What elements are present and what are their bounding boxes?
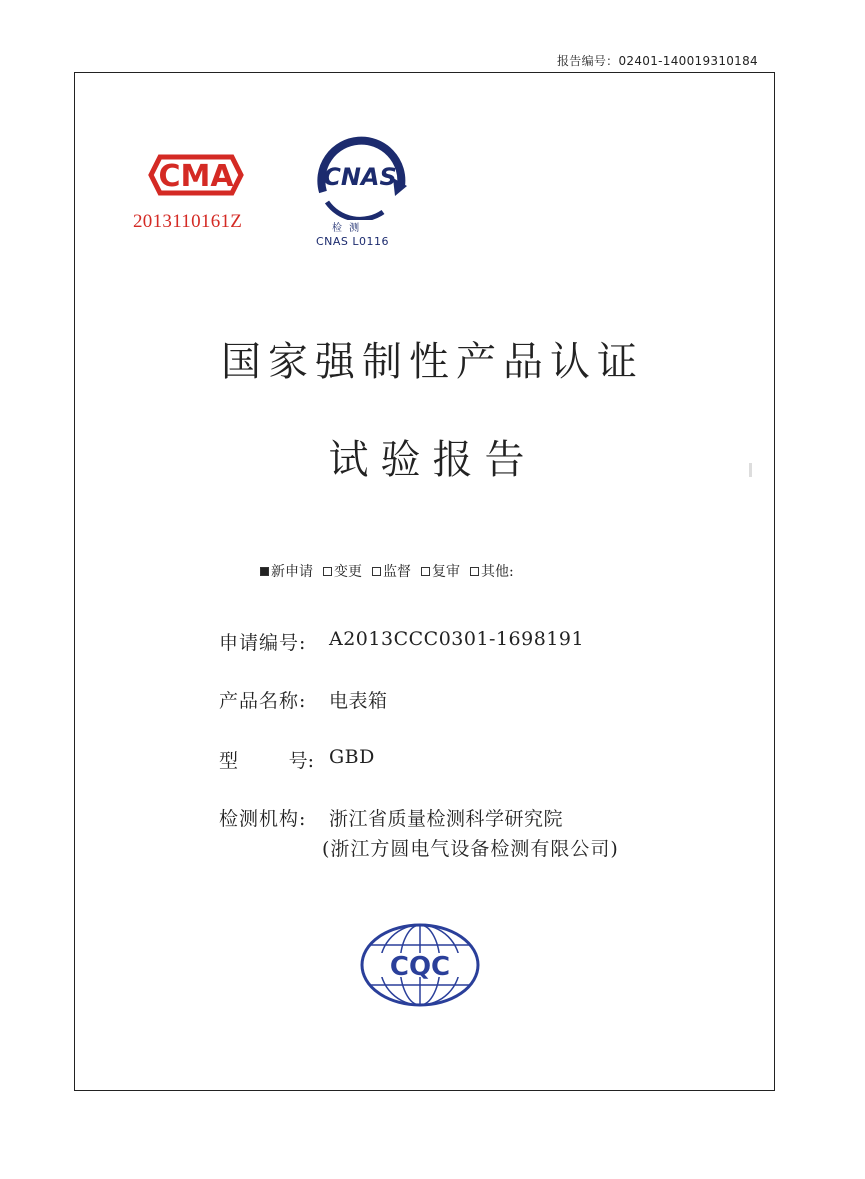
option-label: 变更: [334, 564, 362, 580]
cnas-sub-label: 检 测: [332, 223, 362, 234]
option-label: 新申请: [271, 564, 313, 580]
report-number: 报告编号：02401-140019310184: [556, 54, 758, 68]
option-change[interactable]: [323, 561, 362, 581]
cma-number: 2013110161Z: [133, 211, 243, 232]
application-type-options: [260, 561, 514, 581]
field-application-no: [219, 628, 584, 655]
field-label: [219, 746, 314, 773]
field-testing-org-line2: (浙江方圆电气设备检测有限公司): [322, 838, 619, 860]
field-value: A2013CCC0301-1698191: [329, 628, 585, 650]
page-subtitle: 试验报告: [328, 437, 537, 483]
cnas-logo-text: CNAS: [323, 163, 397, 191]
field-value: GBD: [329, 746, 375, 768]
field-label-part: 型: [219, 750, 239, 772]
field-label: 申请编号:: [219, 632, 307, 654]
checkbox-icon[interactable]: [372, 567, 381, 576]
field-product-name: [219, 686, 388, 713]
option-review[interactable]: [421, 561, 460, 581]
field-label: 产品名称:: [219, 690, 307, 712]
cnas-code: CNAS L0116: [316, 235, 390, 248]
option-new-application[interactable]: [260, 561, 313, 581]
cma-logo-icon: [148, 151, 244, 199]
cqc-logo-text: CQC: [389, 952, 451, 982]
cqc-logo-icon: [359, 922, 481, 1008]
option-other[interactable]: [470, 561, 514, 581]
checkbox-checked-icon[interactable]: [260, 567, 269, 576]
cnas-logo-icon: [305, 134, 415, 220]
field-label-part: 号:: [288, 750, 314, 772]
page-title: 国家强制性产品认证: [221, 339, 644, 385]
option-supervision[interactable]: [372, 561, 411, 581]
cma-logo-text: CMA: [158, 159, 234, 194]
checkbox-icon[interactable]: [470, 567, 479, 576]
field-model: [219, 746, 375, 773]
option-label: 复审: [432, 564, 460, 580]
option-label: 监督: [383, 564, 411, 580]
field-value: 电表箱: [329, 690, 388, 712]
field-value: 浙江省质量检测科学研究院: [329, 808, 564, 830]
field-label: 检测机构:: [219, 808, 307, 830]
field-testing-org: [219, 804, 563, 831]
checkbox-icon[interactable]: [421, 567, 430, 576]
option-label: 其他:: [481, 564, 514, 580]
checkbox-icon[interactable]: [323, 567, 332, 576]
